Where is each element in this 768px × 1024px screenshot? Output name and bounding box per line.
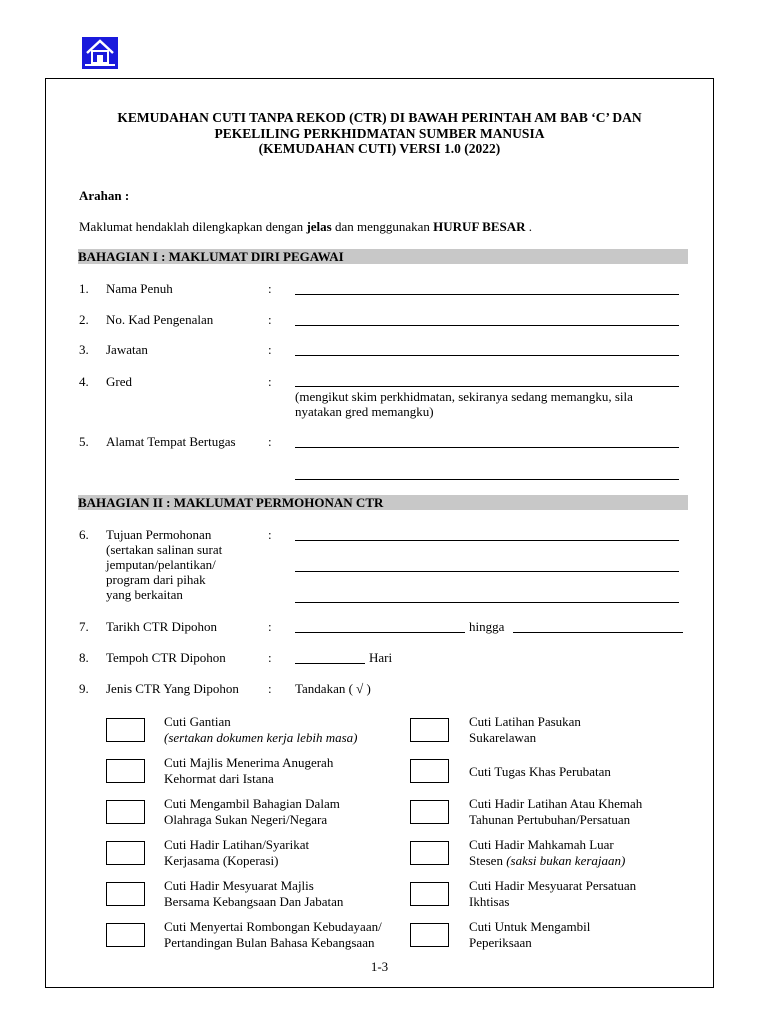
option-cuti-majlis-anugerah: Cuti Majlis Menerima Anugerah Kehormat dari Istana xyxy=(164,755,334,786)
checkbox-cuti-mesyuarat-majlis[interactable] xyxy=(106,882,145,906)
tempoh-label: Tempoh CTR Dipohon xyxy=(106,650,226,665)
option-cuti-peperiksaan: Cuti Untuk Mengambil Peperiksaan xyxy=(469,919,591,950)
field-number: 7. xyxy=(79,619,89,634)
gred-label: Gred xyxy=(106,374,132,389)
kad-pengenalan-label: No. Kad Pengenalan xyxy=(106,312,214,327)
field-number: 8. xyxy=(79,650,89,665)
tujuan-label: Tujuan Permohonan (sertakan salinan surat jemputan/pelantikan/ program dari pihak yang berkaitan xyxy=(106,527,223,602)
option-cuti-mesyuarat-persatuan: Cuti Hadir Mesyuarat Persatuan Ikhtisas xyxy=(469,878,637,909)
checkbox-cuti-olahraga[interactable] xyxy=(106,800,145,824)
section-1-heading: BAHAGIAN I : MAKLUMAT DIRI PEGAWAI xyxy=(78,249,688,264)
jenis-ctr-label: Jenis CTR Yang Dipohon xyxy=(106,681,239,696)
house-logo-icon xyxy=(82,37,118,69)
nama-penuh-label: Nama Penuh xyxy=(106,281,173,296)
field-number: 1. xyxy=(79,281,89,296)
option-cuti-tugas-khas: Cuti Tugas Khas Perubatan xyxy=(469,764,611,779)
checkbox-cuti-latihan-pasukan[interactable] xyxy=(410,718,449,742)
checkbox-cuti-peperiksaan[interactable] xyxy=(410,923,449,947)
field-number: 5. xyxy=(79,434,89,449)
jawatan-label: Jawatan xyxy=(106,342,148,357)
colon: : xyxy=(268,281,272,296)
tarikh-label: Tarikh CTR Dipohon xyxy=(106,619,218,634)
alamat-label: Alamat Tempat Bertugas xyxy=(106,434,236,449)
field-number: 2. xyxy=(79,312,89,327)
option-cuti-rombongan-kebudayaan: Cuti Menyertai Rombongan Kebudayaan/ Pertandingan Bulan Bahasa Kebangsaan xyxy=(164,919,382,950)
colon: : xyxy=(268,650,272,665)
checkbox-cuti-mahkamah[interactable] xyxy=(410,841,449,865)
colon: : xyxy=(268,374,272,389)
tandakan-instruction: Tandakan ( √ ) xyxy=(295,681,371,696)
nama-penuh-field[interactable] xyxy=(295,294,679,295)
checkbox-cuti-koperasi[interactable] xyxy=(106,841,145,865)
option-cuti-mesyuarat-majlis: Cuti Hadir Mesyuarat Majlis Bersama Kebangsaan Dan Jabatan xyxy=(164,878,344,909)
field-number: 9. xyxy=(79,681,89,696)
colon: : xyxy=(268,527,272,542)
section-2-heading: BAHAGIAN II : MAKLUMAT PERMOHONAN CTR xyxy=(78,495,688,510)
option-cuti-latihan-khemah: Cuti Hadir Latihan Atau Khemah Tahunan Pertubuhan/Persatuan xyxy=(469,796,643,827)
checkbox-cuti-rombongan-kebudayaan[interactable] xyxy=(106,923,145,947)
option-cuti-mahkamah: Cuti Hadir Mahkamah Luar Stesen (saksi bukan kerajaan) xyxy=(469,837,626,868)
colon: : xyxy=(268,342,272,357)
gred-note: (mengikut skim perkhidmatan, sekiranya sedang memangku, sila nyatakan gred memangku) xyxy=(295,389,633,419)
alamat-field-line-2[interactable] xyxy=(295,479,679,480)
hingga-label: hingga xyxy=(469,619,505,634)
arahan-text: Maklumat hendaklah dilengkapkan dengan jelas dan menggunakan HURUF BESAR . xyxy=(79,219,533,234)
option-cuti-latihan-pasukan: Cuti Latihan Pasukan Sukarelawan xyxy=(469,714,581,745)
colon: : xyxy=(268,312,272,327)
option-cuti-olahraga: Cuti Mengambil Bahagian Dalam Olahraga Sukan Negeri/Negara xyxy=(164,796,340,827)
checkbox-cuti-majlis-anugerah[interactable] xyxy=(106,759,145,783)
hari-label: Hari xyxy=(369,650,393,665)
government-logo xyxy=(82,37,118,69)
tujuan-field-line-3[interactable] xyxy=(295,602,679,603)
tempoh-field[interactable] xyxy=(295,663,365,664)
form-page xyxy=(45,78,714,988)
tarikh-akhir-field[interactable] xyxy=(513,632,683,633)
checkbox-cuti-gantian[interactable] xyxy=(106,718,145,742)
form-title: KEMUDAHAN CUTI TANPA REKOD (CTR) DI BAWAH PERINTAH AM BAB ‘C’ DAN PEKELILING PERKHIDMATAN SUMBER MANUSIA (KEMUDAHAN CUTI) VERSI 1.0 (2022) xyxy=(117,110,642,156)
tujuan-field-line-1[interactable] xyxy=(295,540,679,541)
field-number: 3. xyxy=(79,342,89,357)
option-cuti-koperasi: Cuti Hadir Latihan/Syarikat Kerjasama (Koperasi) xyxy=(164,837,310,868)
colon: : xyxy=(268,434,272,449)
option-cuti-gantian: Cuti Gantian (sertakan dokumen kerja lebih masa) xyxy=(164,714,358,745)
jawatan-field[interactable] xyxy=(295,355,679,356)
field-number: 6. xyxy=(79,527,89,542)
checkbox-cuti-tugas-khas[interactable] xyxy=(410,759,449,783)
field-number: 4. xyxy=(79,374,89,389)
kad-pengenalan-field[interactable] xyxy=(295,325,679,326)
colon: : xyxy=(268,619,272,634)
page-number: 1-3 xyxy=(370,959,389,974)
tujuan-field-line-2[interactable] xyxy=(295,571,679,572)
arahan-heading: Arahan : xyxy=(79,188,130,203)
tarikh-mula-field[interactable] xyxy=(295,632,465,633)
gred-field[interactable] xyxy=(295,386,679,387)
checkbox-cuti-latihan-khemah[interactable] xyxy=(410,800,449,824)
alamat-field-line-1[interactable] xyxy=(295,447,679,448)
colon: : xyxy=(268,681,272,696)
checkbox-cuti-mesyuarat-persatuan[interactable] xyxy=(410,882,449,906)
